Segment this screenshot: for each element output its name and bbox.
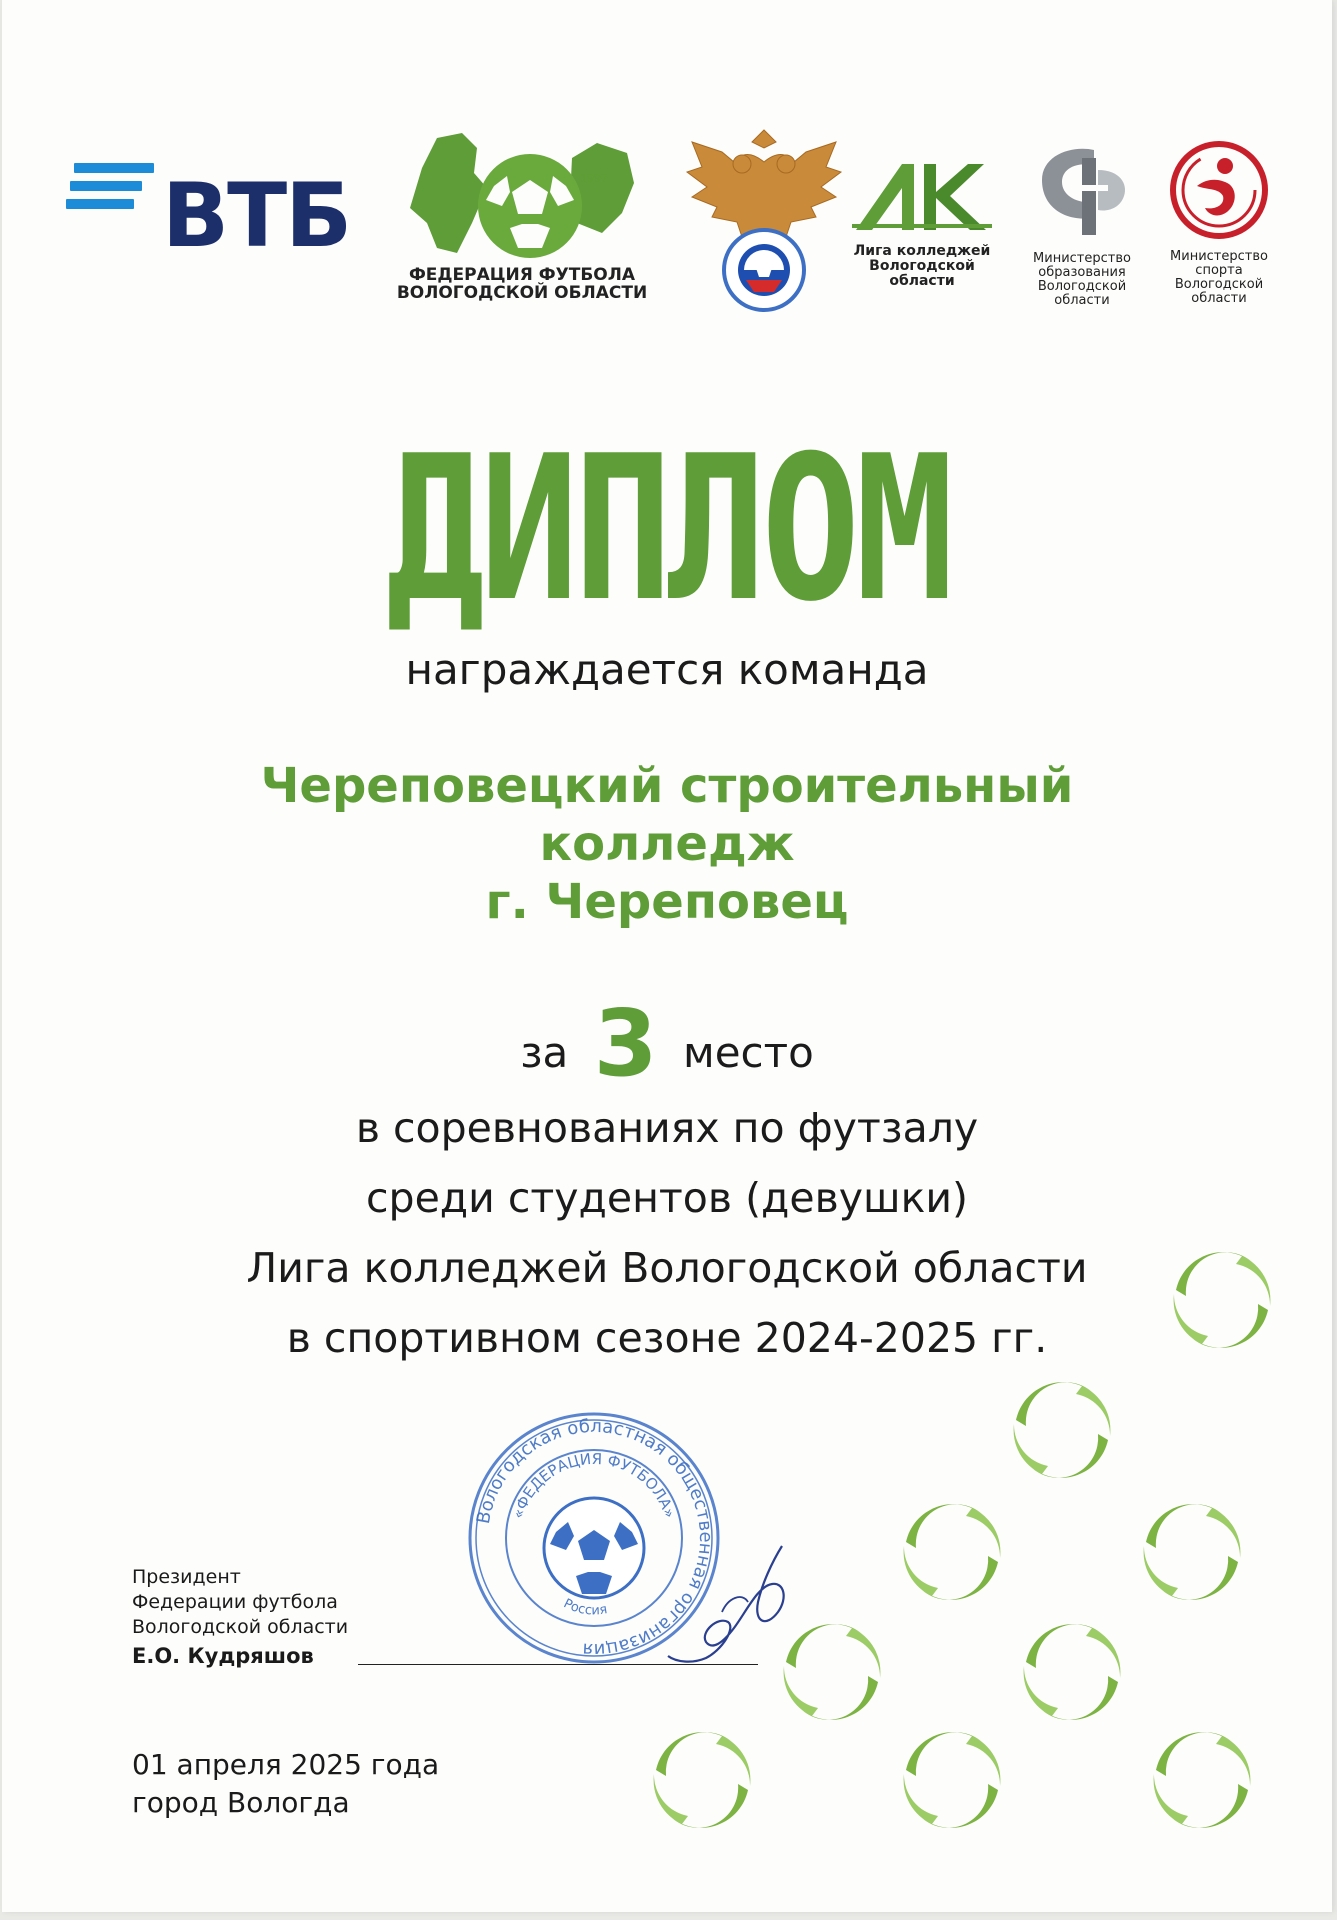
issue-city: город Вологда	[132, 1786, 350, 1819]
double-headed-eagle-icon	[682, 122, 847, 322]
federation-map-ball-icon	[402, 128, 642, 278]
description-line-1: в соревнованиях по футзалу	[355, 1104, 979, 1152]
swirl-3	[904, 1504, 1001, 1600]
signer-role-line-3: Вологодской области	[132, 1616, 349, 1638]
sport-caption-line-3: Вологодской	[1174, 277, 1264, 293]
signer-role-line-2: Федерации футбола	[132, 1591, 338, 1613]
edu-caption-line-4: области	[1054, 293, 1110, 309]
ministry-sport-logo	[1167, 138, 1271, 307]
sport-caption-line-4: области	[1191, 291, 1247, 307]
college-league-logo	[852, 158, 992, 290]
team-name-line-1: Череповецкий строительный	[260, 758, 1074, 814]
description-line-2: среди студентов (девушки)	[366, 1174, 968, 1222]
edu-caption-line-3: Вологодской	[1037, 279, 1127, 295]
team-name-line-2: колледж	[539, 816, 795, 872]
place-prefix: за	[520, 1028, 569, 1077]
svg-text:Россия	[561, 1596, 608, 1618]
date-block	[132, 1746, 439, 1822]
place-line	[2, 990, 1332, 1097]
decorative-swirls	[642, 1240, 1282, 1840]
edu-caption-line-1: Министерство	[1033, 251, 1131, 266]
ministry-sport-emblem-icon	[1167, 138, 1271, 242]
federation-caption-line-2: ВОЛОГОДСКОЙ ОБЛАСТИ	[396, 283, 648, 304]
russian-football-union-emblem	[682, 122, 847, 326]
football-federation-vologda-logo	[396, 128, 648, 304]
sport-caption-line-1: Министерство	[1170, 249, 1268, 264]
swirl-6	[1024, 1624, 1121, 1720]
swirl-2	[1014, 1382, 1111, 1478]
swirl-9	[1154, 1732, 1251, 1828]
swirl-5	[784, 1624, 881, 1720]
swirl-4	[1144, 1504, 1241, 1600]
place-number: 3	[593, 990, 658, 1097]
rfu-ring-text	[282, 122, 300, 123]
league-caption-line-1: Лига колледжей	[853, 243, 991, 259]
league-caption-line-3: области	[889, 273, 955, 290]
team-city: г. Череповец	[485, 874, 849, 930]
vtb-stripes-icon	[74, 163, 154, 217]
signer-role-line-1: Президент	[132, 1566, 241, 1588]
stamp-bottom-text: Россия	[561, 1596, 609, 1619]
league-caption-line-2: Вологодской	[869, 258, 975, 275]
swirl-7	[654, 1732, 751, 1828]
stamp-football-icon	[544, 1498, 644, 1598]
signer-name: Е.О. Кудряшов	[132, 1644, 314, 1668]
description-line-4: в спортивном сезоне 2024-2025 гг.	[286, 1314, 1048, 1362]
signature-block	[132, 1565, 348, 1669]
ministry-education-emblem-icon	[1032, 140, 1132, 240]
description-line-3: Лига колледжей Вологодской области	[246, 1244, 1088, 1292]
stamp-inner-text: «ФЕДЕРАЦИЯ ФУТБОЛА»	[508, 1449, 679, 1521]
swirl-1	[1174, 1252, 1271, 1348]
vtb-logo-text: ВТБ	[162, 164, 351, 267]
swirl-8	[904, 1732, 1001, 1828]
issue-date: 01 апреля 2025 года	[132, 1748, 440, 1781]
diploma-title: ДИПЛОМ	[386, 413, 949, 646]
federation-caption-line-1: ФЕДЕРАЦИЯ ФУТБОЛА	[408, 265, 636, 285]
svg-text:1997: 1997	[580, 172, 608, 185]
edu-caption-line-2: образования	[1038, 265, 1126, 281]
ministry-education-logo	[1032, 140, 1132, 309]
awarded-text: награждается команда	[405, 645, 929, 694]
diploma-sheet	[2, 0, 1332, 1912]
sport-caption-line-2: спорта	[1195, 263, 1243, 279]
place-suffix: место	[683, 1028, 814, 1077]
lk-monogram-icon	[852, 158, 992, 238]
stamp-outer-text: Вологодская областная общественная организация	[472, 1415, 717, 1661]
